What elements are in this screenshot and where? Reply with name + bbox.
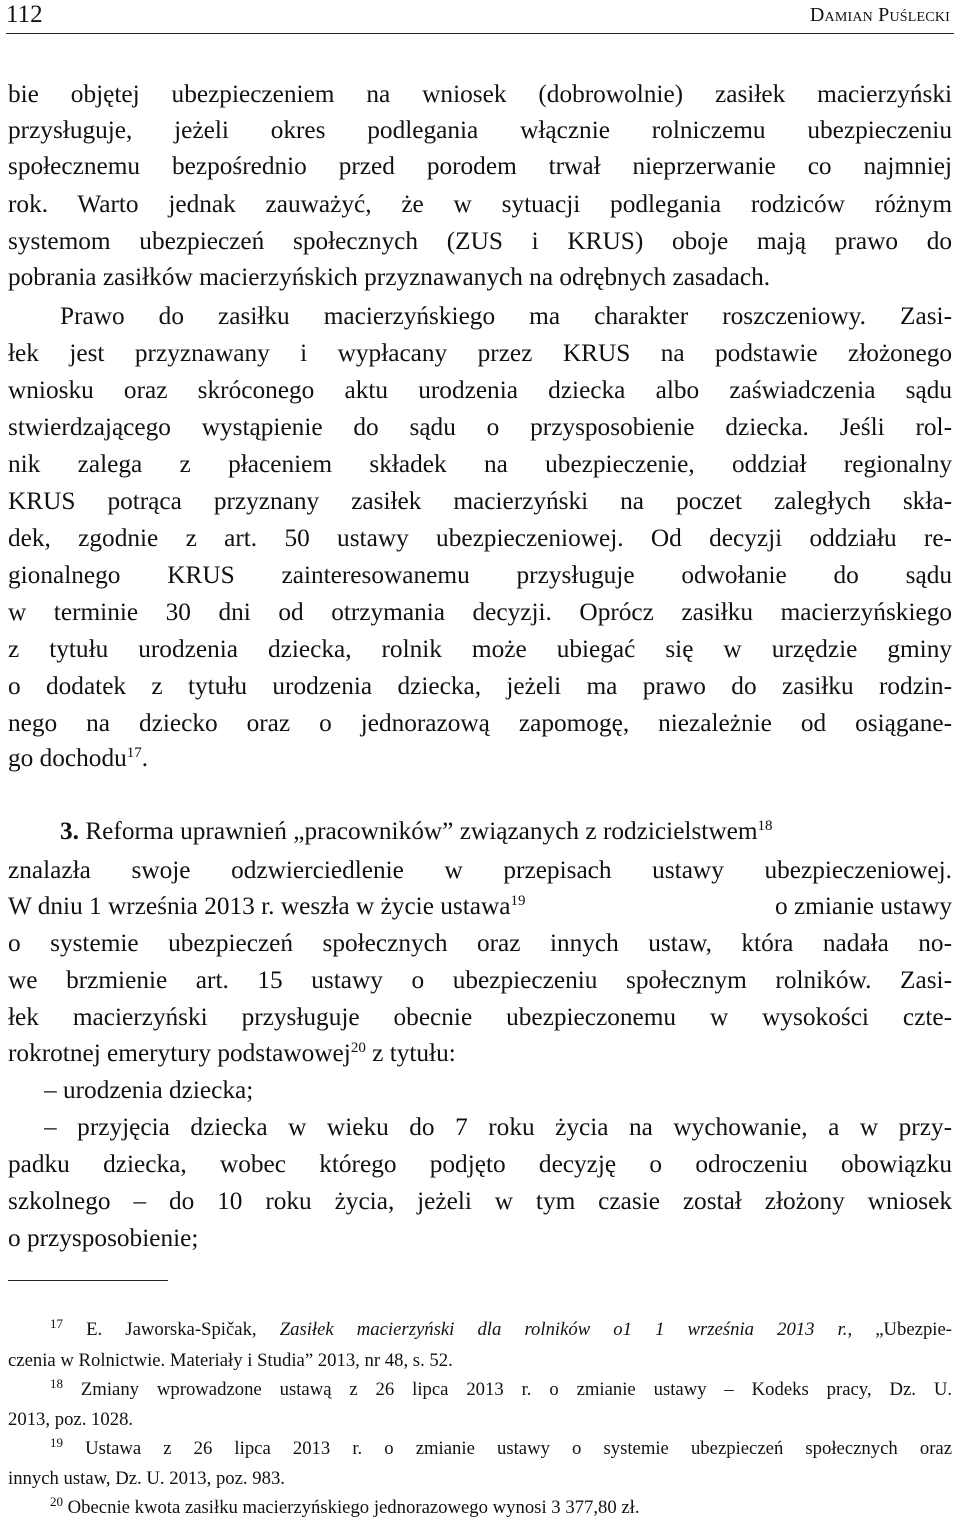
text-line: systemom ubezpieczeń społecznych (ZUS i KRUS) oboje mają prawo do <box>8 227 952 255</box>
text-span <box>8 889 526 923</box>
footnote-number: 17 <box>50 1318 63 1331</box>
footnote-separator <box>8 1280 168 1281</box>
footnote-ref: 20 <box>350 1040 366 1056</box>
footnote-17-cont: czenia w Rolnictwie. Materiały i Studia” 2013, nr 48, s. 52. <box>8 1350 453 1371</box>
text-line: znalazła swoje odzwierciedlenie w przepisach ustawy ubezpieczeniowej. <box>8 856 952 884</box>
footnote-ref: 18 <box>757 818 773 834</box>
footnote-17 <box>50 1318 952 1342</box>
cited-title: Zasiłek macierzyński dla rolników o1 1 września 2013 r. <box>279 1319 848 1340</box>
text-line: szkolnego – do 10 roku życia, jeżeli w tym czasie został złożony wniosek <box>8 1187 952 1215</box>
text-line: w terminie 30 dni od otrzymania decyzji. Oprócz zasiłku macierzyńskiego <box>8 598 952 626</box>
text-span: Ustawa z 26 lipca 2013 r. o zmianie ustawy o systemie ubezpieczeń społecznych oraz <box>85 1438 952 1459</box>
text-line: bie objętej ubezpieczeniem na wniosek (dobrowolnie) zasiłek macierzyński <box>8 80 952 108</box>
text-span: rokrotnej emerytury podstawowej <box>8 1039 351 1067</box>
text-line: o dodatek z tytułu urodzenia dziecka, jeżeli ma prawo do zasiłku rodzin- <box>8 672 952 700</box>
text-line: dek, zgodnie z art. 50 ustawy ubezpieczeniowej. Od decyzji oddziału re- <box>8 524 952 552</box>
text-line: nik zalega z płaceniem składek na ubezpieczenie, oddział regionalny <box>8 450 952 478</box>
page-number: 112 <box>6 1 43 28</box>
text-span: , „Ubezpie- <box>847 1319 952 1340</box>
text-line: z tytułu urodzenia dziecka, rolnik może ubiegać się w urzędzie gminy <box>8 635 952 663</box>
text-span: Zmiany wprowadzone ustawą z 26 lipca 2013 r. o zmianie ustawy – Kodeks pracy, Dz. U. <box>80 1379 952 1400</box>
text-span: z tytułu: <box>372 1039 456 1067</box>
text-line: padku dziecka, wobec którego podjęto decyzję o odroczeniu obowiązku <box>8 1150 952 1178</box>
text-span: Obecnie kwota zasiłku macierzyńskiego jednorazowego wynosi 3 377,80 zł. <box>67 1497 640 1518</box>
running-head: Damian Puślecki <box>809 4 950 26</box>
footnote-number: 20 <box>50 1496 63 1509</box>
text-line: stwierdzającego wystąpienie do sądu o przysposobienie dziecka. Jeśli rol- <box>8 413 952 441</box>
text-line: gionalnego KRUS zainteresowanemu przysługuje odwołanie do sądu <box>8 561 952 589</box>
text-line: wniosku oraz skróconego aktu urodzenia dziecka albo zaświadczenia sądu <box>8 376 952 404</box>
footnote-number: 18 <box>50 1378 63 1391</box>
text-line: nego na dziecko oraz o jednorazową zapomogę, niezależnie od osiągane- <box>8 709 952 737</box>
list-item: – urodzenia dziecka; <box>44 1076 254 1104</box>
text-line: rok. Warto jednak zauważyć, że w sytuacji podlegania rodziców różnym <box>8 190 952 218</box>
section-number: 3. <box>60 817 79 845</box>
text-span: . <box>141 744 149 772</box>
text-line: społecznemu bezpośrednio przed porodem trwał nieprzerwanie co najmniej <box>8 152 952 180</box>
section-first-line <box>60 814 952 848</box>
footnote-number: 19 <box>50 1437 63 1450</box>
text-line <box>8 1036 952 1070</box>
footnote-ref: 19 <box>510 893 526 909</box>
text-span: E. Jaworska-Spičak, <box>86 1319 257 1340</box>
text-span: o zmianie ustawy <box>774 892 952 920</box>
text-line: KRUS potrąca przyznany zasiłek macierzyński na poczet zaległych skła- <box>8 487 952 515</box>
text-line: przysługuje, jeżeli okres podlegania włącznie rolniczemu ubezpieczeniu <box>8 116 952 144</box>
footnote-18-cont: 2013, poz. 1028. <box>8 1409 134 1430</box>
text-line <box>8 889 952 923</box>
text-span: W dniu 1 września 2013 r. weszła w życie ustawa <box>8 892 511 920</box>
footnote-19 <box>50 1437 952 1461</box>
footnote-20 <box>50 1496 952 1520</box>
text-line: o systemie ubezpieczeń społecznych oraz innych ustaw, która nadała no- <box>8 929 952 957</box>
text-line: o przysposobienie; <box>8 1224 199 1252</box>
text-line <box>8 741 952 775</box>
text-line: łek jest przyznawany i wypłacany przez KRUS na podstawie złożonego <box>8 339 952 367</box>
text-line: łek macierzyński przysługuje obecnie ubezpieczonemu w wysokości czte- <box>8 1003 952 1031</box>
footnote-18 <box>50 1378 952 1402</box>
footnote-19-cont: innych ustaw, Dz. U. 2013, poz. 983. <box>8 1468 285 1489</box>
list-item: – przyjęcia dziecka w wieku do 7 roku życia na wychowanie, a w przy- <box>44 1113 952 1141</box>
text-span: go dochodu <box>8 744 127 772</box>
footnote-ref: 17 <box>126 745 142 761</box>
text-line: pobrania zasiłków macierzyńskich przyznawanych na odrębnych zasadach. <box>8 263 771 291</box>
page-header <box>6 0 954 34</box>
text-line: Prawo do zasiłku macierzyńskiego ma charakter roszczeniowy. Zasi- <box>60 302 952 330</box>
text-line: we brzmienie art. 15 ustawy o ubezpieczeniu społecznym rolników. Zasi- <box>8 966 952 994</box>
text-span: Reforma uprawnień „pracowników” związanych z rodzicielstwem <box>85 817 758 845</box>
